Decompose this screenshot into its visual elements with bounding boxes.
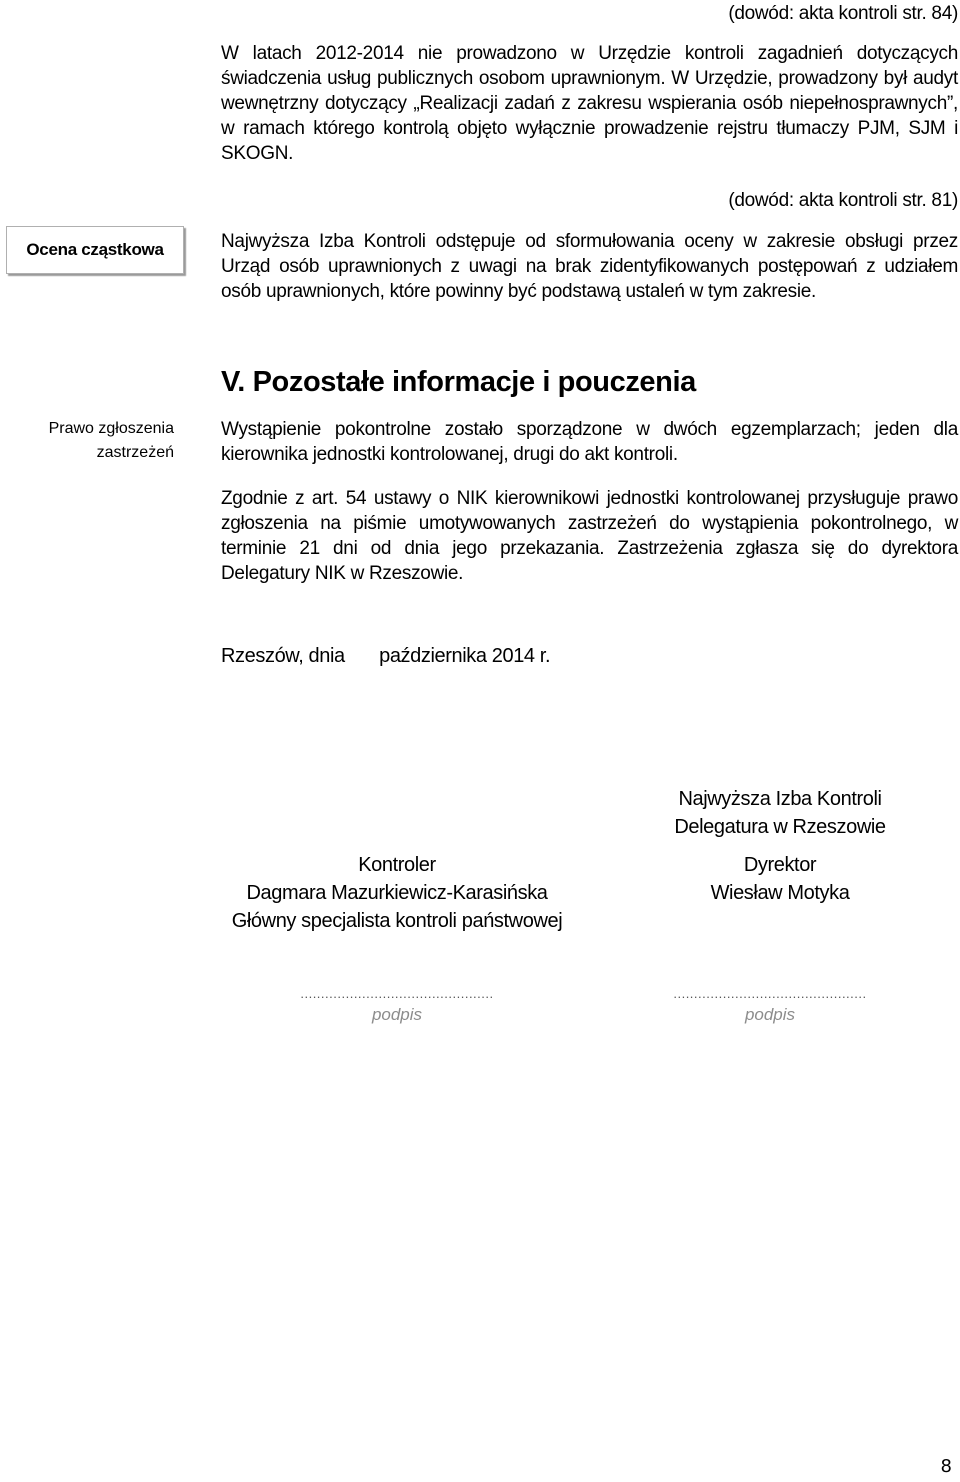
director-block xyxy=(620,851,940,907)
paragraph-audit-info: W latach 2012-2014 nie prowadzono w Urzędzie kontroli zagadnień dotyczących świadczenia usług publicznych osobom uprawnionym. W Urzędzie, prowadzony był audyt wewnętrzny dotyczący „Realizacji zadań z zakresu wspierania osób niepełnosprawnych”, w ramach którego kontrolą objęto wyłącznie prowadzenie rejstru tłumaczy PJM, SJM i SKOGN. xyxy=(221,43,958,164)
controller-title: Główny specjalista kontroli państwowej xyxy=(231,910,563,932)
director-signature-label: podpis xyxy=(744,1005,796,1024)
controller-signature-line: ............................................... xyxy=(300,986,494,1001)
right-to-objections-note: Prawo zgłoszenia zastrzeżeń xyxy=(48,420,174,461)
institution-branch: Delegatura w Rzeszowie xyxy=(674,816,886,838)
controller-role: Kontroler xyxy=(358,854,436,876)
director-role: Dyrektor xyxy=(743,854,817,876)
controller-block xyxy=(197,851,597,935)
director-name: Wiesław Motyka xyxy=(710,882,850,904)
date-place: Rzeszów, dnia xyxy=(221,645,345,667)
controller-name: Dagmara Mazurkiewicz-Karasińska xyxy=(246,882,548,904)
paragraph-assessment: Najwyższa Izba Kontroli odstępuje od sformułowania oceny w zakresie obsługi przez Urząd osób uprawnionych z uwagi na brak zidentyfikowanych postępowań z udziałem osób uprawnionych, które powinny być podstawą ustaleń w tym zakresie. xyxy=(221,231,958,302)
partial-rating-box: Ocena cząstkowa xyxy=(6,226,184,274)
controller-signature-label: podpis xyxy=(371,1005,423,1024)
evidence-reference-81: (dowód: akta kontroli str. 81) xyxy=(728,190,958,211)
institution-name: Najwyższa Izba Kontroli xyxy=(678,788,882,810)
evidence-reference-84: (dowód: akta kontroli str. 84) xyxy=(728,3,958,24)
section-heading: V. Pozostałe informacje i pouczenia xyxy=(221,366,696,398)
page-number: 8 xyxy=(940,1456,952,1477)
paragraph-copies: Wystąpienie pokontrolne zostało sporządzone w dwóch egzemplarzach; jeden dla kierownika jednostki kontrolowanej, drugi do akt kontroli. xyxy=(221,419,958,465)
institution-block xyxy=(620,785,940,841)
director-signature-line: ............................................... xyxy=(673,986,867,1001)
date-value: października 2014 r. xyxy=(379,645,551,667)
paragraph-objections: Zgodnie z art. 54 ustawy o NIK kierownikowi jednostki kontrolowanej przysługuje prawo zgłoszenia na piśmie umotywowanych zastrzeżeń do wystąpienia pokontrolnego, w terminie 21 dni od dnia jego przekazania. Zastrzeżenia zgłasza się do dyrektora Delegatury NIK w Rzeszowie. xyxy=(221,488,958,584)
date-line xyxy=(221,645,550,668)
